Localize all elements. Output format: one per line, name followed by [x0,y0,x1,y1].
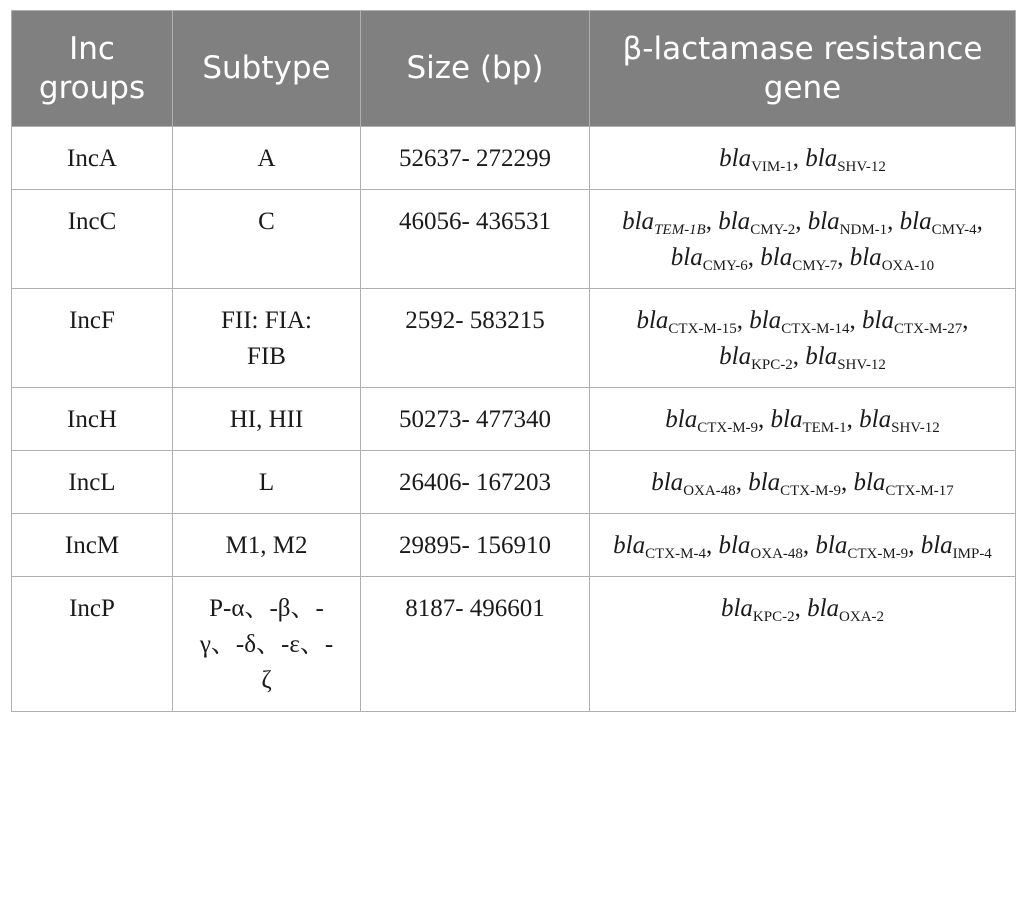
inc-group-cell: IncC [12,190,173,289]
gene-prefix: bla [807,208,840,235]
gene-prefix: bla [770,406,803,433]
gene-subscript: OXA-10 [881,258,935,274]
resistance-gene-cell [590,514,1016,577]
resistance-gene-cell [590,577,1016,712]
header-row [12,11,1016,127]
resistance-gene-cell [590,127,1016,190]
header-inc-groups: Inc groups [12,11,173,127]
gene-prefix: bla [853,469,886,496]
gene-entry: bla$_{CMY-4}$, [899,208,983,238]
gene-subscript: KPC-2 [751,357,793,373]
gene-subscript: VIM-1 [751,159,793,175]
gene-subscript: OXA-2 [839,609,885,625]
gene-subscript: CMY-6 [702,258,748,274]
gene-entry: bla$_{CMY-6}$, [670,244,761,274]
gene-subscript: OXA-48 [683,483,736,499]
subtype-cell: HI, HII [173,388,361,451]
gene-entry: bla$_{CMY-2}$, [718,208,808,238]
table-row [12,577,1016,712]
size-cell: 26406- 167203 [361,451,590,514]
gene-prefix: bla [805,145,838,172]
gene-entry: bla$_{CTX-M-9}$, [748,469,854,499]
gene-prefix: bla [815,532,848,559]
gene-prefix: bla [920,532,953,559]
gene-entry: bla$_{CTX-M-9}$, [815,532,921,562]
gene-entry: bla$_{OXA-48}$, [718,532,816,562]
inc-group-cell: IncA [12,127,173,190]
gene-subscript: SHV-12 [837,357,886,373]
gene-subscript: TEM-1 [802,420,847,436]
gene-prefix: bla [807,595,840,622]
gene-prefix: bla [719,145,752,172]
gene-prefix: bla [862,307,894,334]
gene-entry: bla$_{CMY-7}$, [760,244,850,274]
size-cell: 46056- 436531 [361,190,590,289]
gene-entry: bla$_{TEM-1}$, [770,406,860,436]
header-size: Size (bp) [361,11,590,127]
gene-prefix: bla [665,406,698,433]
gene-subscript: KPC-2 [752,609,795,625]
gene-entry: bla$_{CTX-M-15}$, [636,307,750,337]
gene-entry: bla$_{KPC-2}$, [720,595,808,625]
gene-prefix: bla [719,343,752,370]
gene-prefix: bla [760,244,793,271]
gene-subscript: TEM-1B [654,222,706,238]
inc-groups-table [11,10,1016,712]
gene-subscript: SHV-12 [891,420,940,436]
gene-entry [859,406,940,436]
gene-subscript: CTX-M-9 [847,546,909,562]
subtype-cell: L [173,451,361,514]
gene-subscript: CTX-M-9 [780,483,841,499]
gene-entry: bla$_{CTX-M-14}$, [749,307,863,337]
gene-entry: bla$_{VIM-1}$, [719,145,806,175]
resistance-gene-cell [590,289,1016,388]
gene-prefix: bla [718,532,751,559]
gene-subscript: NDM-1 [839,222,888,238]
subtype-cell: M1, M2 [173,514,361,577]
gene-entry [805,145,886,175]
gene-subscript: CMY-4 [931,222,977,238]
gene-prefix: bla [613,532,646,559]
gene-subscript: CTX-M-14 [781,321,850,337]
table-row [12,451,1016,514]
table-row [12,388,1016,451]
gene-entry: bla$_{CTX-M-9}$, [665,406,771,436]
gene-entry: bla$_{CTX-M-4}$, [613,532,719,562]
resistance-gene-cell [590,190,1016,289]
inc-group-cell: IncM [12,514,173,577]
gene-subscript: CMY-2 [750,222,796,238]
gene-subscript: CTX-M-9 [697,420,759,436]
gene-subscript: OXA-48 [750,546,803,562]
subtype-cell: FII: FIA: FIB [173,289,361,388]
table-body [12,127,1016,712]
inc-group-cell: IncL [12,451,173,514]
gene-entry: bla$_{OXA-48}$, [651,469,749,499]
size-cell: 50273- 477340 [361,388,590,451]
subtype-cell: A [173,127,361,190]
resistance-gene-cell [590,388,1016,451]
table-row [12,514,1016,577]
gene-prefix: bla [748,469,781,496]
gene-prefix: bla [859,406,892,433]
gene-entry: bla$_{KPC-2}$, [719,343,806,373]
gene-subscript: CMY-7 [792,258,838,274]
gene-subscript: CTX-M-4 [645,546,706,562]
gene-entry [853,469,954,499]
gene-entry: bla$_{TEM-1B}$, [622,208,719,238]
gene-prefix: bla [718,208,751,235]
size-cell: 52637- 272299 [361,127,590,190]
gene-prefix: bla [849,244,882,271]
gene-prefix: bla [899,208,932,235]
gene-prefix: bla [670,244,703,271]
size-cell: 29895- 156910 [361,514,590,577]
inc-group-cell: IncP [12,577,173,712]
gene-subscript: CTX-M-15 [668,321,737,337]
inc-group-cell: IncF [12,289,173,388]
gene-prefix: bla [622,208,655,235]
gene-prefix: bla [749,307,782,334]
gene-subscript: CTX-M-27 [893,321,963,337]
size-cell: 8187- 496601 [361,577,590,712]
resistance-gene-cell [590,451,1016,514]
gene-subscript: SHV-12 [837,159,886,175]
gene-entry [807,595,885,625]
gene-entry [805,343,886,373]
subtype-cell: P-α、-β、-γ、-δ、-ε、-ζ [173,577,361,712]
gene-subscript: CTX-M-17 [885,483,954,499]
table-row [12,127,1016,190]
gene-prefix: bla [805,343,838,370]
gene-entry [849,244,935,274]
table-row [12,190,1016,289]
inc-group-cell: IncH [12,388,173,451]
gene-prefix: bla [636,307,669,334]
subtype-cell: C [173,190,361,289]
gene-entry: bla$_{CTX-M-27}$, [862,307,969,337]
header-resistance-gene: β-lactamase resistance gene [590,11,1016,127]
gene-prefix: bla [720,595,753,622]
gene-entry: bla$_{NDM-1}$, [807,208,900,238]
table-row [12,289,1016,388]
gene-subscript: IMP-4 [952,546,992,562]
gene-entry [920,532,992,562]
size-cell: 2592- 583215 [361,289,590,388]
gene-prefix: bla [651,469,684,496]
header-subtype: Subtype [173,11,361,127]
